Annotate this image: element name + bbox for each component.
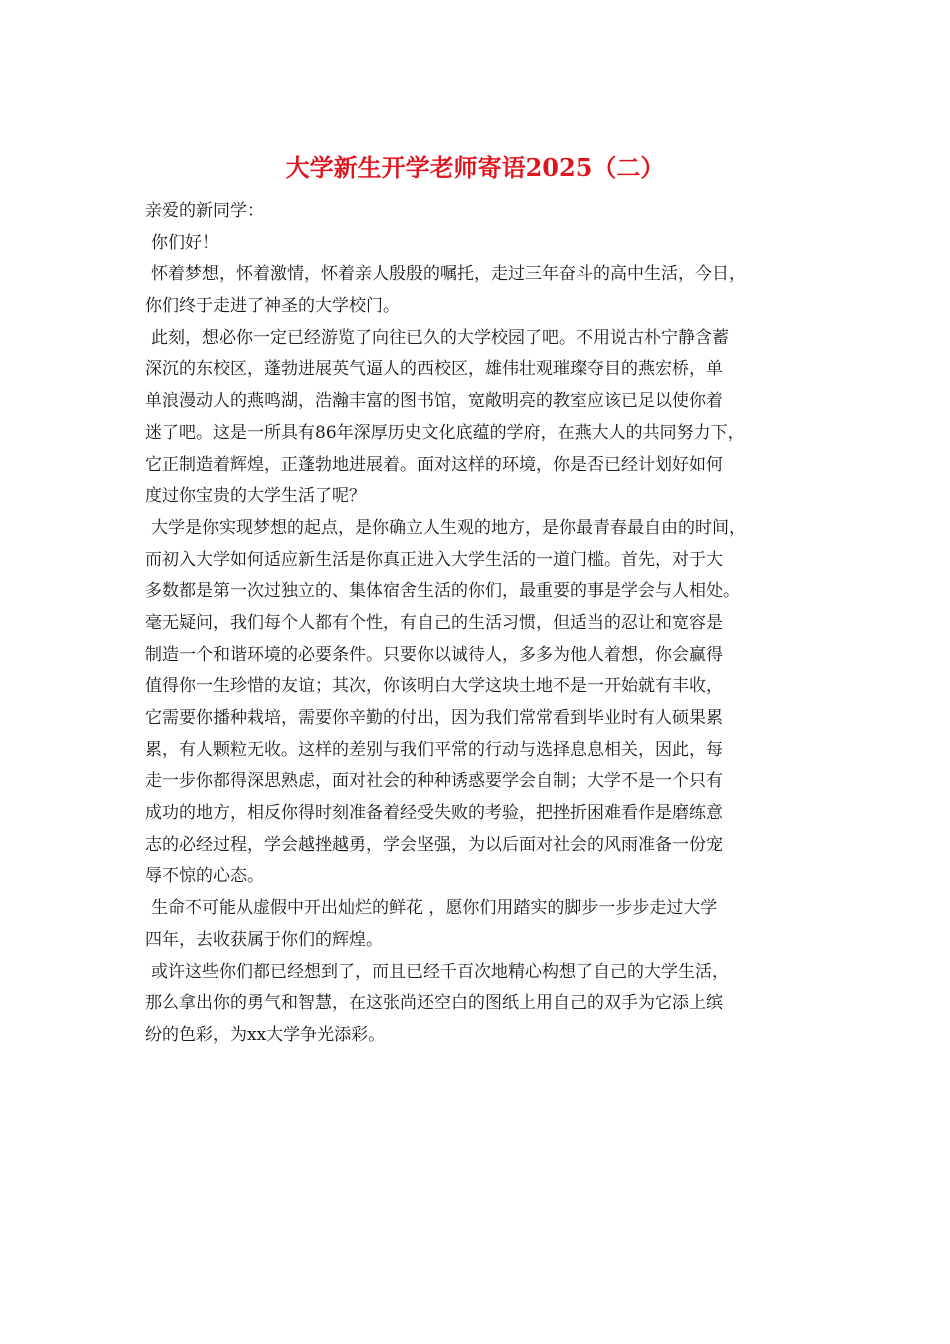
text-line: 度过你宝贵的大学生活了呢？ [145, 486, 366, 507]
text-line: 或许这些你们都已经想到了，而且已经千百次地精心构想了自己的大学生活， [151, 961, 729, 982]
text-line: 累，有人颗粒无收。这样的差别与我们平常的行动与选择息息相关，因此，每 [145, 739, 723, 760]
text-line: 生命不可能从虚假中开出灿烂的鲜花 ，愿你们用踏实的脚步一步步走过大学 [151, 898, 718, 919]
text-line: 值得你一生珍惜的友谊；其次，你该明白大学这块土地不是一开始就有丰收， [145, 676, 723, 697]
document-title: 大学新生开学老师寄语2025（二） [285, 153, 665, 182]
text-line: 多数都是第一次过独立的、集体宿舍生活的你们，最重要的事是学会与人相处。 [145, 581, 740, 602]
text-line: 辱不惊的心态。 [145, 866, 264, 887]
text-line: 而初入大学如何适应新生活是你真正进入大学生活的一道门槛。首先，对于大 [145, 549, 723, 570]
text-line: 迷了吧。这是一所具有86年深厚历史文化底蕴的学府，在燕大人的共同努力下， [145, 422, 745, 443]
text-line: 它正制造着辉煌，正蓬勃地进展着。面对这样的环境，你是否已经计划好如何 [145, 454, 723, 475]
document-body [145, 196, 810, 1052]
text-line: 毫无疑问，我们每个人都有个性，有自己的生活习惯，但适当的忍让和宽容是 [145, 612, 723, 633]
text-line: 大学是你实现梦想的起点，是你确立人生观的地方，是你最青春最自由的时间， [151, 517, 746, 538]
text-line: 它需要你播种栽培，需要你辛勤的付出，因为我们常常看到毕业时有人硕果累 [145, 708, 723, 728]
text-line: 你们终于走进了神圣的大学校门。 [145, 296, 400, 317]
text-line: 四年，去收获属于你们的辉煌。 [145, 929, 383, 950]
text-line: 深沉的东校区，蓬勃进展英气逼人的西校区，雄伟壮观璀璨夺目的燕宏桥，单 [145, 359, 723, 380]
text-line: 此刻，想必你一定已经游览了向往已久的大学校园了吧。不用说古朴宁静含蓄 [151, 327, 729, 348]
text-line: 纷的色彩，为xx大学争光添彩。 [145, 1024, 386, 1045]
text-line: 志的必经过程，学会越挫越勇，学会坚强，为以后面对社会的风雨准备一份宠 [145, 834, 723, 855]
text-line: 成功的地方，相反你得时刻准备着经受失败的考验，把挫折困难看作是磨练意 [145, 803, 723, 824]
text-line: 单浪漫动人的燕鸣湖，浩瀚丰富的图书馆，宽敞明亮的教室应该已足以使你着 [145, 391, 723, 412]
text-line: 那么拿出你的勇气和智慧，在这张尚还空白的图纸上用自己的双手为它添上缤 [145, 993, 723, 1014]
text-line: 怀着梦想，怀着激情，怀着亲人殷殷的嘱托，走过三年奋斗的高中生活，今日， [151, 264, 746, 285]
text-line: 你们好！ [151, 232, 219, 253]
text-line: 走一步你都得深思熟虑，面对社会的种种诱惑要学会自制；大学不是一个只有 [145, 771, 723, 792]
text-line: 亲爱的新同学： [145, 201, 264, 221]
text-line: 制造一个和谐环境的必要条件。只要你以诚待人，多多为他人着想，你会赢得 [145, 644, 723, 665]
